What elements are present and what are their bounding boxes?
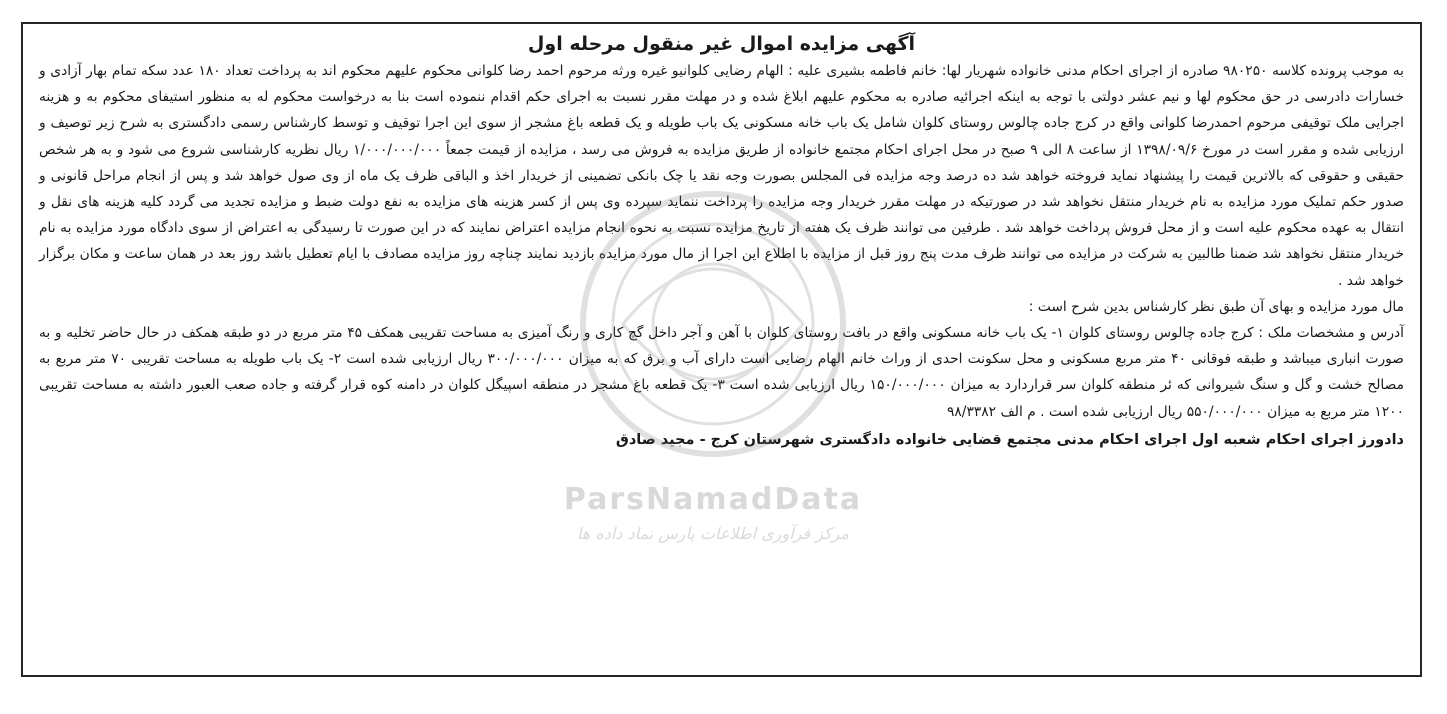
property-intro-line: مال مورد مزایده و بهای آن طبق نظر کارشناس بدین شرح است : [1028, 298, 1404, 315]
notice-frame [21, 22, 1422, 677]
notice-signature: دادورز اجرای احکام شعبه اول اجرای احکام مدنی مجتمع قضایی خانواده دادگستری شهرستان کرج - مجید صادق [615, 431, 1404, 448]
property-details-paragraph: آدرس و مشخصات ملک : کرج جاده چالوس روستای کلوان ۱- یک باب خانه مسکونی واقع در بافت روستای کلوان با آهن و آجر داخل گچ کاری و رنگ آمیزی به مساحت تقریبی همکف ۴۵ متر مربع در دو طبقه همکف در حال حاضر تخلیه و به صورت انباری میباشد و طبقه فوقانی ۴۰ متر مربع مسکونی و محل سکونت احدی از وراث خانم الهام رضایی است دارای آب و برق که به میزان ۳۰۰/۰۰۰/۰۰۰ ریال ارزیابی شده است ۲- یک باب طویله به مساحت تقریبی ۷۰ متر مربع به مصالح خشت و گل و سنگ شیروانی که ئر منطقه کلوان سر قراردارد به میزان ۱۵۰/۰۰۰/۰۰۰ ریال ارزیابی شده است ۳- یک قطعه باغ مشجر در منطقه اسپیگل کلوان در دامنه کوه قرار گرفته و جاده صعب العبور داشته به مساحت تقریبی ۱۲۰۰ متر مربع به میزان ۵۵۰/۰۰۰/۰۰۰ ریال ارزیابی شده است . م الف ۹۸/۳۳۸۲ [39, 325, 1405, 420]
notice-body [39, 58, 1404, 425]
watermark-subtitle: مرکز فرآوری اطلاعات پارس نماد داده ها [576, 524, 850, 543]
watermark-brand: ParsNamadData [563, 482, 863, 517]
notice-title: آگهی مزایده اموال غیر منقول مرحله اول [527, 33, 916, 55]
auction-terms-paragraph: به موجب پرونده کلاسه ۹۸۰۲۵۰ صادره از اجرای احکام مدنی خانواده شهریار لها: خانم فاطمه بشیری علیه : الهام رضایی کلوانیو غیره ورثه مرحوم احمد رضا کلوانی محکوم علیهم محکوم اند به پرداخت تعداد ۱۸۰ عدد سکه تمام بهار آزادی و خسارات دادرسی در حق محکوم لها و نیم عشر دولتی با توجه به اینکه اجرائیه صادره به محکوم علیهم ابلاغ شده و در مهلت مقرر نسبت به اجرای حکم اقدام ننموده است بنا به درخواست محکوم له به منظور استیفای محکوم به و هزینه اجرایی ملک توقیفی مرحوم احمدرضا کلوانی واقع در کرج جاده چالوس روستای کلوان شامل یک باب خانه مسکونی یک باب طویله و یک قطعه باغ مشجر از سوی این اجرا توقیف و توسط کارشناس رسمی دادگستری به شرح زیر توصیف و ارزیابی شده و مقرر است در مورخ ۱۳۹۸/۰۹/۶ از ساعت ۸ الی ۹ صبح در محل اجرای احکام مجتمع خانواده از طریق مزایده به فروش می رسد ، مزایده از قیمت جمعاً ۱/۰۰۰/۰۰۰/۰۰۰ ریال نظریه کارشناسی شروع می شود و به هر شخص حقیقی و حقوقی که بالاترین قیمت را پیشنهاد نماید فروخته خواهد شد ده درصد وجه مزایده فی المجلس بصورت وجه نقد یا چک بانکی تضمینی از خریدار اخذ و الباقی ظرف یک ماه از وی صول خواهد شد و پس از انجام مراحل قانونی و صدور حکم تملیک مورد مزایده به نام خریدار منتقل نخواهد شد در صورتیکه در مهلت مقرر خریدار وجه مزایده را پرداخت ننماید سپرده وی پس از کسر هزینه های مزایده به نفع دولت ضبط و مزایده تجدید می گردد کلیه هزینه های نقل و انتقال به عهده محکوم علیه است و از محل فروش پرداخت خواهد شد . طرفین می توانند ظرف یک هفته از تاریخ مزایده نسبت به نحوه انجام مزایده اعتراض نمایند که در این صورت تا رسیدگی به اعتراض از سوی دادگاه مورد مزایده به نام خریدار منتقل نخواهد شد ضمنا طالبین به شرکت در مزایده می توانند ظرف مدت پنج روز قبل از مزایده با اطلاع این اجرا از مال مورد مزایده بازدید نمایند چناچه روز مزایده مصادف با ایام تعطیل باشد روز بعد در همان ساعت و مکان برگزار خواهد شد . [39, 63, 1405, 289]
